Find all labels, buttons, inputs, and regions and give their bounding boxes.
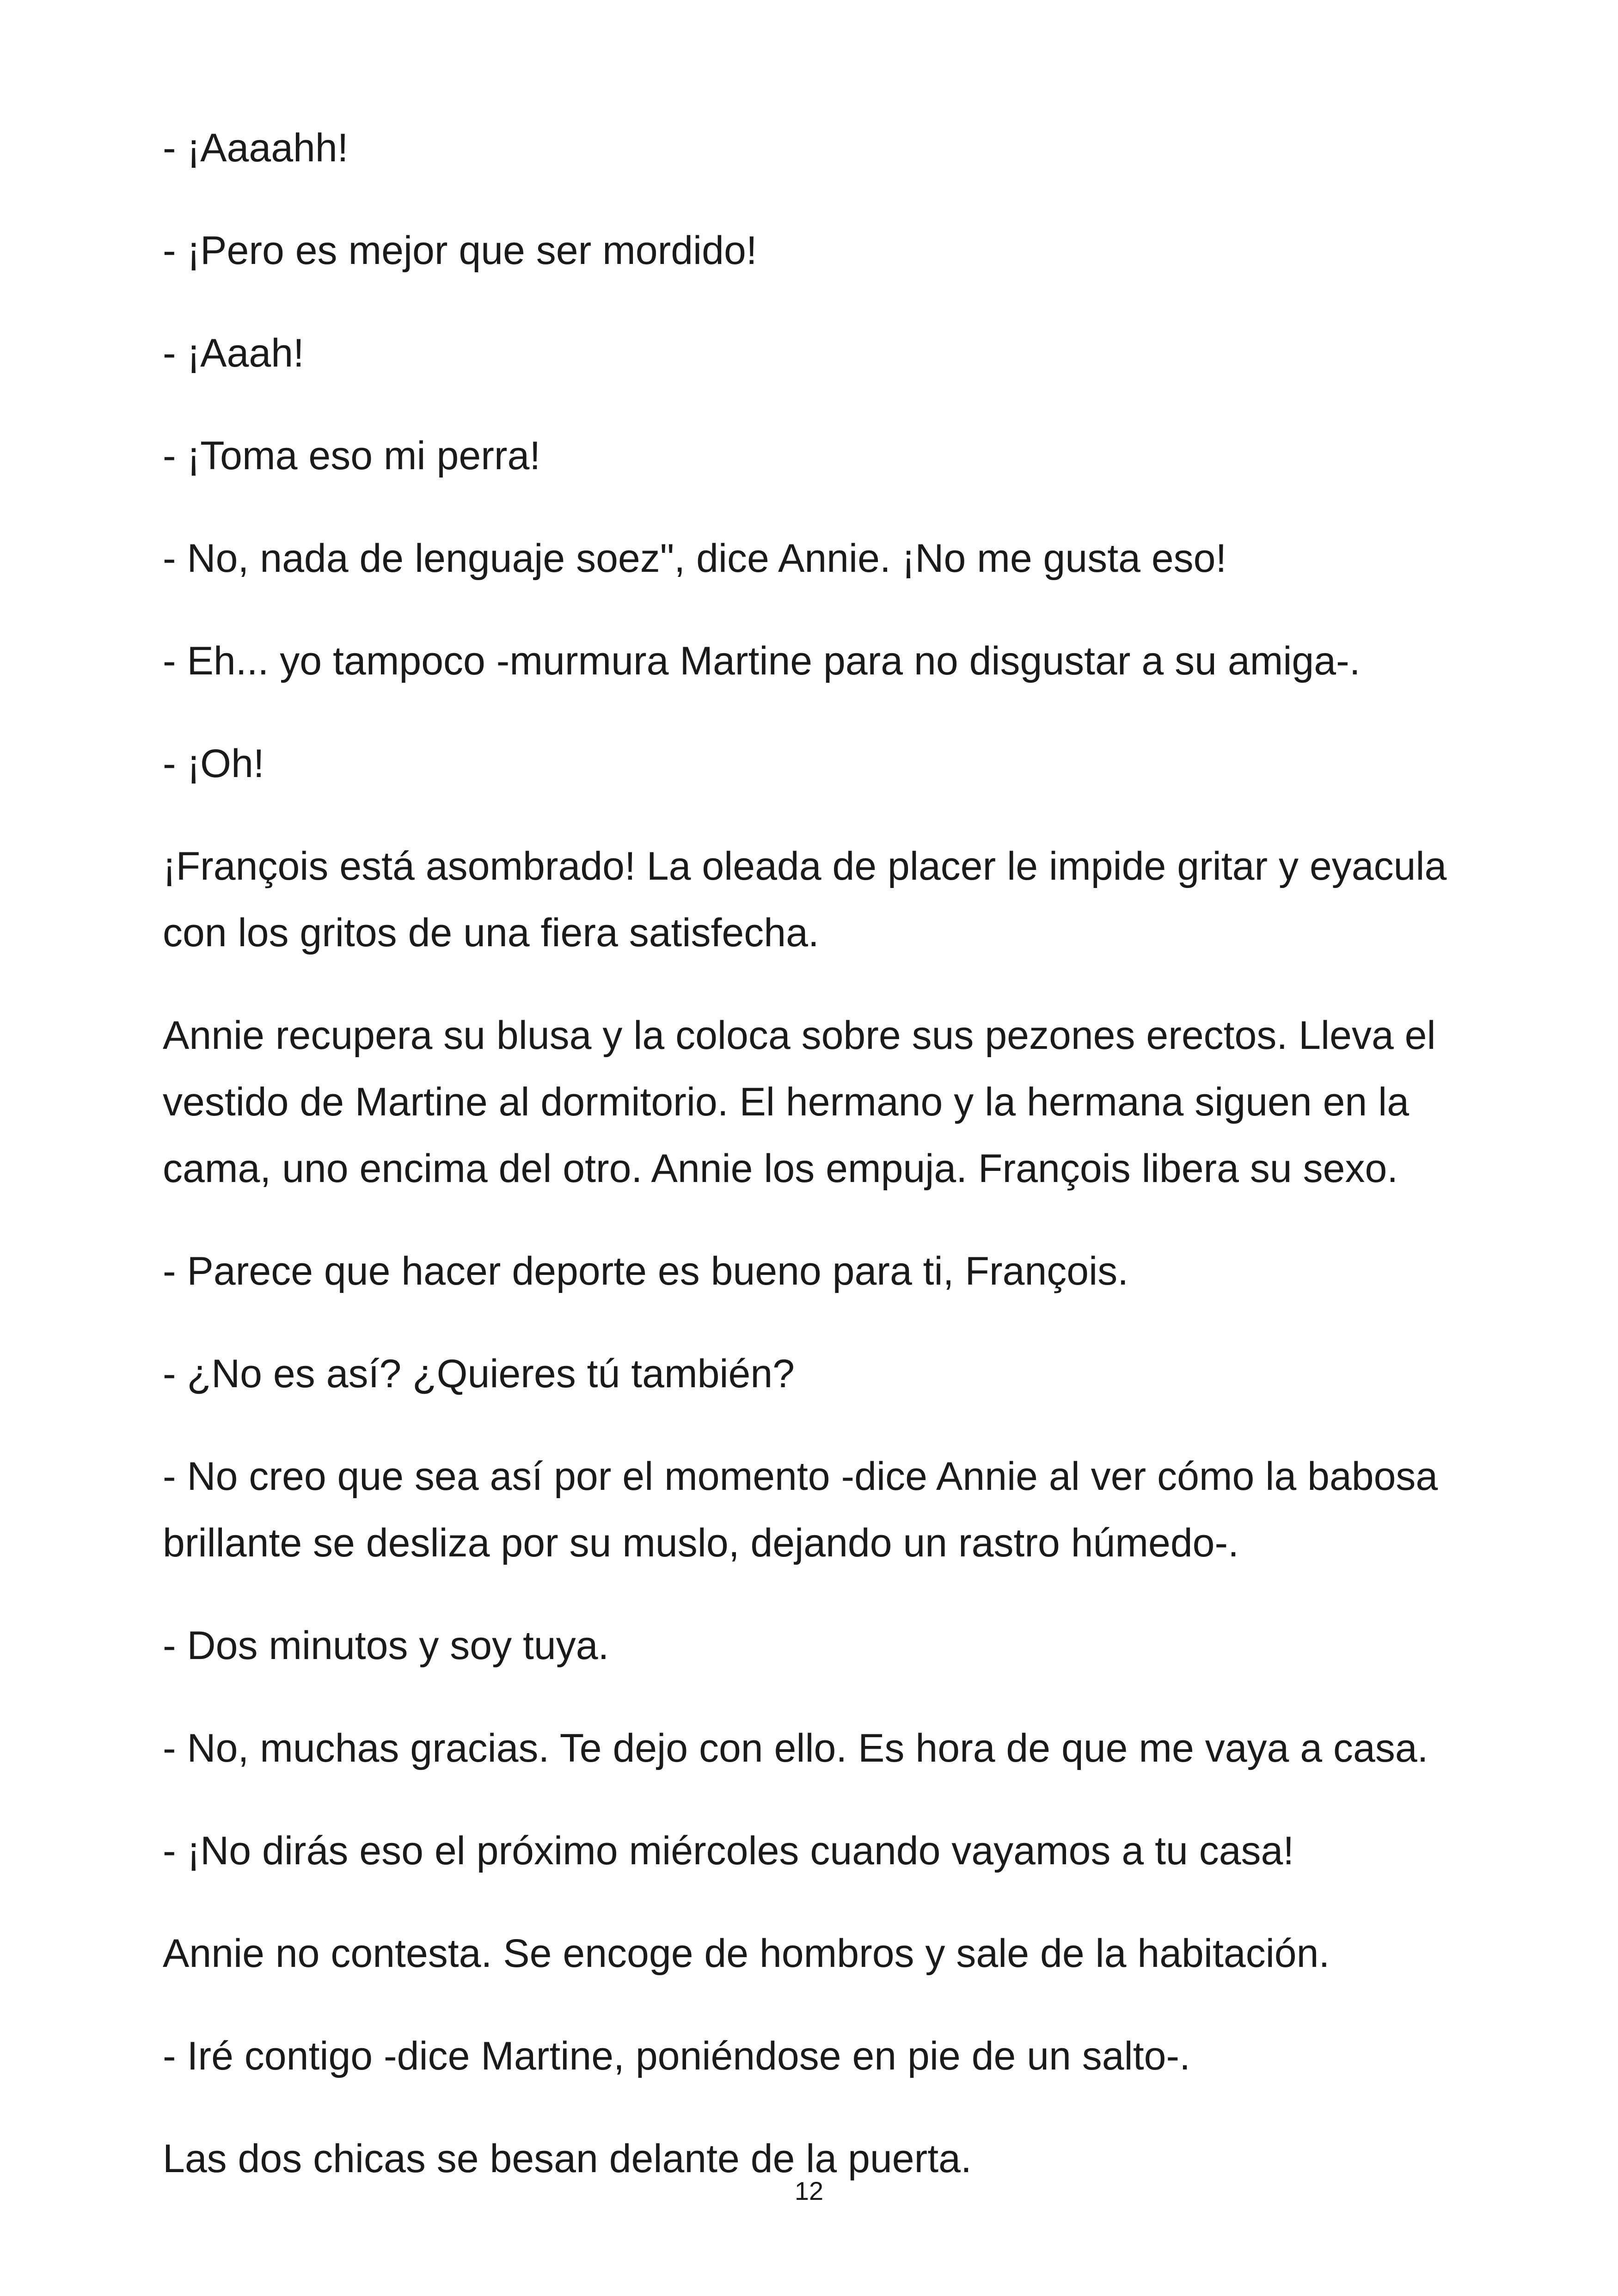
page-number: 12 — [794, 2176, 824, 2205]
dialogue-line: - No, nada de lenguaje soez", dice Annie. ¡No me gusta eso! — [163, 536, 1227, 581]
dialogue-line: - No, muchas gracias. Te dejo con ello. Es hora de que me vaya a casa. — [163, 1726, 1428, 1770]
narrative-paragraph: Annie recupera su blusa y la coloca sobre sus pezones erectos. Lleva el vestido de Martine al dormitorio. El hermano y la hermana siguen en la cama, uno encima del otro. Annie los empuja. François libera su sexo. — [163, 1013, 1436, 1191]
document-body — [163, 115, 1503, 2228]
dialogue-line: - No creo que sea así por el momento -dice Annie al ver cómo la babosa brillante se desliza por su muslo, dejando un rastro húmedo-. — [163, 1454, 1438, 1565]
narrative-paragraph: Annie no contesta. Se encoge de hombros y sale de la habitación. — [163, 1931, 1330, 1976]
dialogue-line: - Iré contigo -dice Martine, poniéndose en pie de un salto-. — [163, 2034, 1190, 2078]
dialogue-line: - ¡Aaaahh! — [163, 126, 349, 170]
dialogue-line: - ¡Oh! — [163, 741, 264, 786]
dialogue-line: - ¡Pero es mejor que ser mordido! — [163, 228, 757, 273]
narrative-paragraph: ¡François está asombrado! La oleada de placer le impide gritar y eyacula con los gritos de una fiera satisfecha. — [163, 844, 1447, 955]
dialogue-line: - Dos minutos y soy tuya. — [163, 1623, 609, 1668]
narrative-paragraph: Las dos chicas se besan delante de la puerta. — [163, 2137, 972, 2181]
dialogue-line: - Eh... yo tampoco -murmura Martine para no disgustar a su amiga-. — [163, 639, 1361, 683]
dialogue-line: - Parece que hacer deporte es bueno para ti, François. — [163, 1249, 1129, 1293]
dialogue-line: - ¡Aaah! — [163, 331, 304, 375]
dialogue-line: - ¡No dirás eso el próximo miércoles cuando vayamos a tu casa! — [163, 1829, 1294, 1873]
dialogue-line: - ¡Toma eso mi perra! — [163, 434, 541, 478]
dialogue-line: - ¿No es así? ¿Quieres tú también? — [163, 1352, 795, 1396]
